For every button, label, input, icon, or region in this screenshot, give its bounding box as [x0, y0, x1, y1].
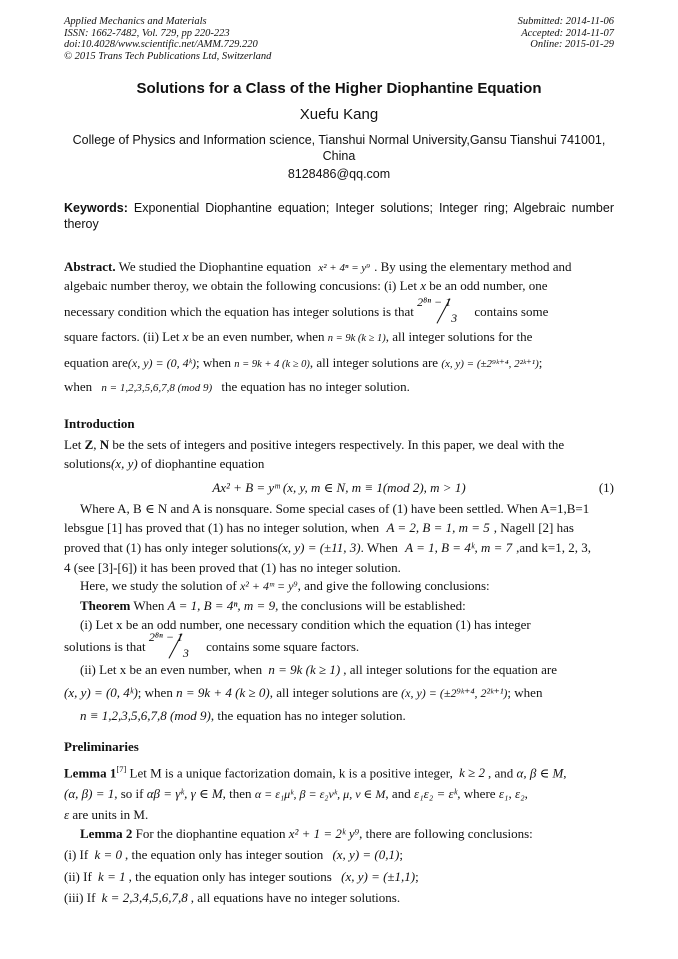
math-n-9k: n = 9k (k ≥ 1)	[327, 333, 386, 344]
online-date: Online: 2015-01-29	[530, 39, 614, 50]
abstract-text: We studied the Diophantine equation	[118, 259, 312, 274]
theorem-line	[64, 598, 614, 614]
abstract-text: ; when	[196, 355, 232, 370]
theorem-ii-line-2	[64, 685, 614, 701]
intro-text: Let	[64, 437, 82, 452]
abstract-text: be an odd number, one	[429, 278, 548, 293]
math-case-a2: A = 2, B = 1, m = 5	[386, 520, 490, 535]
lemma-text: Let M is a unique factorization domain, k is a positive integer,	[129, 765, 453, 781]
keywords-label: Keywords:	[64, 201, 128, 215]
theorem-text: , all integer solutions for the equation are	[343, 662, 557, 677]
abstract-label: Abstract.	[64, 259, 116, 274]
theorem-text: , all integer solutions are	[269, 685, 398, 700]
issn: ISSN: 1662-7482, Vol. 729, pp 220-223	[64, 27, 230, 39]
lemma-1-ref: [7]	[116, 764, 127, 774]
theorem-text: contains some square factors.	[206, 638, 360, 654]
math-lemma-2-equation: x² + 1 = 2ᵏ y⁹	[288, 826, 360, 841]
theorem-text: ; when	[137, 685, 173, 700]
math-solution-pm11: (x, y) = (±1,1)	[341, 869, 416, 884]
accepted-date: Accepted: 2014-11-07	[521, 27, 614, 39]
lemma-text: (iii) If	[64, 890, 96, 905]
abstract-line-3	[64, 295, 614, 325]
abstract-text: necessary condition which the equation has integer solutions is that	[64, 303, 414, 319]
intro-text: proved that (1) has only integer solutions	[64, 540, 278, 555]
math-solution-1: (x, y) = (0, 4ᵏ)	[127, 356, 196, 370]
journal-name: Applied Mechanics and Materials	[64, 16, 207, 27]
abstract-text: algebaic number theroy, we obtain the following concusions: (i) Let	[64, 278, 417, 293]
lemma-text: ,	[508, 786, 512, 801]
intro-line-1	[64, 437, 614, 453]
lemma-2-case-2: (ii) If k = 1 , the equation only has integer soutions (x, y) = (±1,1);	[64, 869, 419, 884]
theorem-label: Theorem	[80, 598, 131, 613]
lemma-1-line-1	[64, 764, 614, 781]
math-theorem-condition: A = 1, B = 4ⁿ, m = 9	[167, 598, 276, 613]
math-x: x	[420, 278, 426, 293]
fraction-numerator: 2⁸ⁿ − 1	[148, 630, 183, 644]
lemma-text: , all equations have no integer solutions.	[190, 890, 401, 905]
math-n-9k: n = 9k (k ≥ 1)	[268, 662, 341, 677]
theorem-ii-line-1	[64, 662, 614, 678]
lemma-text: (ii) If	[64, 869, 92, 884]
theorem-text: , the equation has no integer solution.	[210, 708, 406, 723]
math-e1e2: ε₁ε₂ = εᵏ	[413, 786, 458, 801]
math-solution-01: (x, y) = (0,1)	[332, 847, 400, 862]
journal-info	[64, 16, 271, 62]
intro-line-5	[64, 540, 614, 556]
math-product: αβ = γᵏ, γ ∈ M	[146, 786, 223, 801]
math-k-0: k = 0	[94, 847, 122, 862]
fraction-denominator: 3	[451, 311, 458, 325]
math-xy: (x, y)	[110, 456, 138, 471]
abstract-line-4	[64, 329, 614, 345]
abstract-text: the equation has no integer solution.	[221, 379, 410, 394]
math-eps1: ε₁	[498, 786, 509, 801]
lemma-text: , there are following conclusions:	[359, 826, 533, 841]
math-alpha-beta-forms: α = ε₁μᵏ, β = ε₂νᵏ, μ, ν ∈ M	[254, 787, 386, 801]
lemma-1-line-3	[64, 807, 614, 823]
lemma-text: , and	[385, 786, 411, 801]
intro-text: , Nagell [2] has	[493, 520, 574, 535]
math-eq-m: x² + 4ᵐ = y⁹	[239, 579, 298, 593]
abstract-text: , all integer solutions for the	[385, 329, 533, 344]
math-fraction	[417, 295, 471, 325]
theorem-ii-line-3	[64, 708, 614, 724]
lemma-text: , the equation only has integer soution	[124, 847, 324, 862]
intro-text: Here, we study the solution of	[80, 578, 237, 593]
math-fraction	[148, 630, 203, 660]
intro-text: ,and k=1, 2, 3,	[516, 540, 591, 555]
theorem-text: (ii) Let x be an even number, when	[80, 662, 263, 677]
abstract-text: . By using the elementary method and	[374, 259, 572, 274]
section-heading-introduction: Introduction	[64, 416, 135, 431]
math-case-a1: A = 1, B = 4ᵏ, m = 7	[405, 540, 513, 555]
intro-text: . When	[360, 540, 398, 555]
lemma-2-line	[64, 826, 614, 842]
math-n-mod: n ≡ 1,2,3,5,6,7,8 (mod 9)	[80, 708, 211, 723]
copyright: © 2015 Trans Tech Publications Ltd, Switzerland	[64, 50, 272, 62]
abstract-text: be an even number, when	[191, 329, 325, 344]
lemma-1-line-2: (α, β) = 1, so if αβ = γᵏ, γ ∈ M, then α = ε₁μᵏ, β = ε₂νᵏ, μ, ν ∈ M, and ε₁ε₂ = εᵏ, where ε₁, ε₂,	[64, 786, 528, 801]
abstract-text: square factors. (ii) Let	[64, 329, 180, 344]
abstract-text: , all integer solutions are	[309, 355, 439, 370]
author-email: 8128486@qq.com	[287, 167, 391, 181]
lemma-1-label: Lemma 1	[64, 765, 117, 781]
equation-number: (1)	[598, 480, 614, 495]
math-alpha-beta-in-M: α, β ∈ M	[516, 765, 564, 781]
affiliation: College of Physics and Information science, Tianshui Normal University,Gansu Tianshui 741001, China	[72, 133, 606, 163]
keywords-text: Exponential Diophantine equation; Integer solutions; Integer ring; Algebraic number theroy	[64, 201, 614, 231]
math-n-9k4: n = 9k + 4 (k ≥ 0)	[234, 359, 310, 370]
math-main-equation: x² + 4ⁿ = y⁹	[318, 262, 371, 274]
lemma-text: , then	[222, 786, 252, 801]
equation-1	[64, 480, 614, 496]
math-n-mod: n = 1,2,3,5,6,7,8 (mod 9)	[101, 382, 213, 394]
math-solution-2: (x, y) = (±2⁹ᵏ⁺⁴, 2²ᵏ⁺¹)	[401, 686, 508, 700]
section-heading-preliminaries: Preliminaries	[64, 739, 139, 754]
theorem-text: , the conclusions will be established:	[275, 598, 466, 613]
abstract-text: equation are	[64, 355, 128, 370]
intro-line-3: Where A, B ∈ N and A is nonsquare. Some special cases of (1) have been settled. When A=1,B=1	[80, 501, 590, 516]
intro-text: , and give the following conclusions:	[297, 578, 490, 593]
lemma-2-label: Lemma 2	[80, 826, 133, 841]
math-eps2: ε₂	[514, 786, 525, 801]
lemma-text: (i) If	[64, 847, 89, 862]
fraction-denominator: 3	[182, 646, 189, 660]
math-k-ge-2: k ≥ 2	[459, 765, 485, 781]
submitted-date: Submitted: 2014-11-06	[517, 16, 614, 27]
lemma-2-case-1: (i) If k = 0 , the equation only has integer soution (x, y) = (0,1);	[64, 847, 403, 862]
theorem-i-line-2	[64, 630, 614, 660]
lemma-text: , and	[488, 765, 514, 781]
math-k-1: k = 1	[98, 869, 126, 884]
intro-line-4	[64, 520, 614, 536]
intro-text: solutions	[64, 456, 111, 471]
math-x: x	[182, 329, 189, 344]
math-k-2-8: k = 2,3,4,5,6,7,8	[101, 890, 188, 905]
math-solution-11: (x, y) = (±11, 3)	[277, 540, 361, 555]
intro-text: of diophantine equation	[140, 456, 265, 471]
lemma-text: ,	[563, 765, 567, 781]
submission-dates	[518, 16, 614, 51]
keywords	[64, 200, 614, 232]
theorem-i-line-1: (i) Let x be an odd number, one necessary condition which the equation (1) has integer	[80, 617, 531, 632]
abstract-line-5: equation are(x, y) = (0, 4ᵏ); when n = 9k + 4 (k ≥ 0), all integer solutions are (x, y) = (±2⁹ᵏ⁺⁴, 2²ᵏ⁺¹);	[64, 355, 543, 370]
paper-title: Solutions for a Class of the Higher Diophantine Equation	[136, 80, 542, 97]
symbol-Z: Z	[84, 437, 94, 452]
math-solution-1: (x, y) = (0, 4ᵏ)	[64, 685, 138, 700]
lemma-2-case-3	[64, 890, 614, 906]
lemma-text: , where	[457, 786, 496, 801]
math-eps: ε	[64, 807, 70, 822]
intro-line-7	[64, 578, 614, 594]
lemma-text: For the diophantine equation	[135, 826, 286, 841]
fraction-numerator: 2⁸ⁿ − 1	[417, 295, 452, 309]
intro-text: lebsgue [1] has proved that (1) has no integer solution, when	[64, 520, 380, 535]
intro-line-6: 4 (see [3]-[6]) it has been proved that (1) has no integer solution.	[64, 560, 401, 575]
abstract-line-6	[64, 379, 614, 395]
theorem-text: ; when	[507, 685, 543, 700]
math-gcd: (α, β) = 1	[64, 786, 115, 801]
lemma-text: are units in M.	[72, 807, 149, 822]
lemma-text: , so if	[114, 786, 144, 801]
theorem-text: When	[133, 598, 165, 613]
lemma-text: , the equation only has integer soutions	[128, 869, 332, 884]
math-solution-2: (x, y) = (±2⁹ᵏ⁺⁴, 2²ᵏ⁺¹)	[441, 358, 539, 370]
intro-text: be the sets of integers and positive integers respectively. In this paper, we deal with the	[112, 437, 565, 452]
intro-text: ,	[93, 437, 97, 452]
equation-1-body: Ax² + B = yᵐ (x, y, m ∈ N, m ≡ 1(mod 2), m > 1)	[212, 480, 466, 495]
author-name: Xuefu Kang	[299, 106, 379, 123]
symbol-N: N	[99, 437, 110, 452]
math-n-9k4: n = 9k + 4 (k ≥ 0)	[176, 685, 270, 700]
theorem-text: solutions is that	[64, 638, 146, 654]
intro-line-2	[64, 456, 614, 472]
abstract-line-1	[64, 259, 614, 275]
abstract-text: when	[64, 379, 93, 394]
abstract-line-2	[64, 278, 614, 294]
doi: doi:10.4028/www.scientific.net/AMM.729.220	[64, 39, 258, 50]
abstract-text: contains some	[474, 303, 549, 319]
